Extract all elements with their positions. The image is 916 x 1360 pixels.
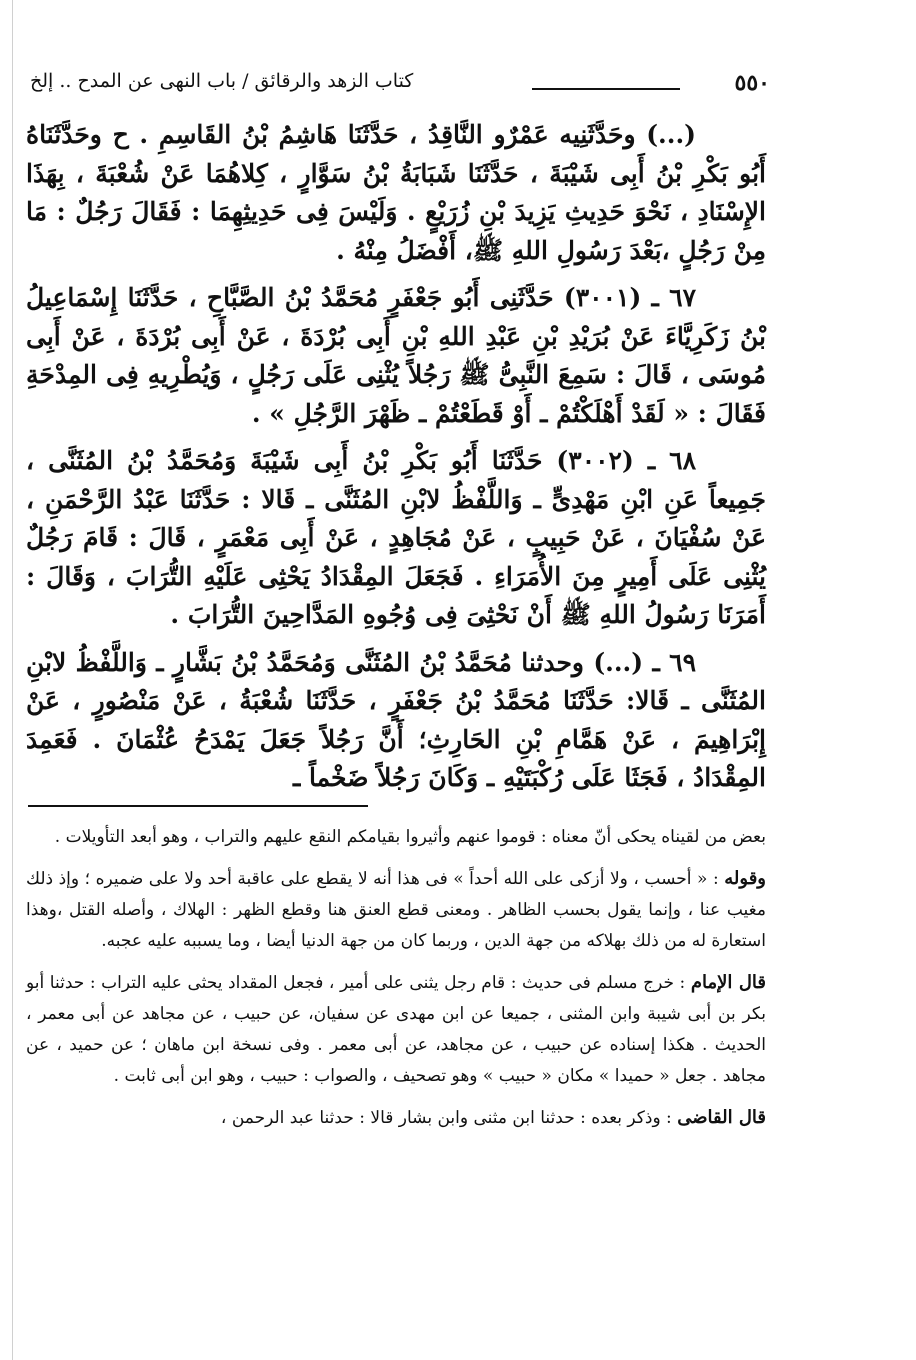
- commentary-body: : وذكر بعده : حدثنا ابن مثنى وابن بشار قالا : حدثنا عبد الرحمن ،: [220, 1108, 678, 1128]
- hadith-paragraph: ٦٨ ـ (٣٠٠٢) حَدَّثَنَا أَبُو بَكْرِ بْنُ أَبِى شَيْبَةَ وَمُحَمَّدُ بْنُ المُثَنَّى ، جَمِيعاً عَنِ ابْنِ مَهْدِىٍّ ـ وَاللَّفْظُ لابْنِ المُثَنَّى ـ قَالا : حَدَّثَنَا عَبْدُ الرَّحْمَنِ ، عَنْ سُفْيَانَ ، عَنْ حَبِيبٍ ، عَنْ مُجَاهِدٍ ، عَنْ أَبِى مَعْمَرٍ ، قَالَ : قَامَ رَجُلٌ يُثْنِى عَلَى أَمِيرٍ مِنَ الأُمَرَاءِ . فَجَعَلَ المِقْدَادُ يَحْثِى عَلَيْهِ التُّرَابَ ، وَقَالَ : أَمَرَنَا رَسُولُ اللهِ ﷺ أَنْ نَحْثِىَ فِى وُجُوهِ المَدَّاحِينَ التُّرَابَ .: [26, 446, 766, 629]
- commentary-lead: قال الإمام: [690, 972, 766, 993]
- running-title: كتاب الزهد والرقائق / باب النهى عن المدح .. إلخ: [30, 70, 414, 92]
- footnote-separator: [28, 805, 368, 807]
- commentary-paragraph: [26, 863, 766, 957]
- commentary-body: : خرج مسلم فى حديث : قام رجل يثنى على أمير ، فجعل المقداد يحثى عليه التراب : حدثنا أبو بكر بن أبى شيبة وابن المثنى ، جميعا عن ابن مهدى عن سفيان، عن حبيب ، عن مجاهد عن أبى معمر ، الحديث . هكذا إسناده عن حبيب ، عن مجاهد، عن أبى معمر . وفى نسخة ابن ماهان ؛ عن حميد ، عن مجاهد . جعل « حميدا » مكان « حبيب » وهو تصحيف ، والصواب : حبيب ، وهو ابن أبى ثابت .: [26, 973, 766, 1086]
- hadith-text: [26, 116, 766, 807]
- commentary-paragraph: بعض من لقيناه يحكى أنّ معناه : قوموا عنهم وأثيروا بقيامكم النقع عليهم والتراب ، وهو أبعد التأويلات .: [54, 827, 766, 847]
- commentary-notes: [26, 822, 766, 1144]
- page-edge-line: [12, 0, 13, 1360]
- commentary-paragraph: [26, 1102, 766, 1134]
- hadith-paragraph: (...) وحَدَّثَنِيه عَمْرٌو النَّاقِدُ ، حَدَّثَنَا هَاشِمُ بْنُ القَاسِمِ . ح وحَدَّثَنَاهُ أَبُو بَكْرِ بْنُ أَبِى شَيْبَةَ ، حَدَّثَنَا شَبَابَةُ بْنُ سَوَّارٍ ، كِلاهُمَا عَنْ شُعْبَةَ ، بِهَذَا الإِسْنَادِ ، نَحْوَ حَدِيثِ يَزِيدَ بْنِ زُرَيْعٍ . وَلَيْسَ فِى حَدِيثِهِمَا : فَقَالَ رَجُلٌ : مَا مِنْ رَجُلٍ ،بَعْدَ رَسُولِ اللهِ ﷺ، أَفْضَلُ مِنْهُ .: [26, 120, 766, 265]
- commentary-paragraph: [26, 967, 766, 1092]
- running-header: [30, 64, 770, 100]
- commentary-lead: وقوله: [724, 868, 766, 889]
- commentary-lead: قال القاضى: [677, 1107, 766, 1128]
- hadith-paragraph: ٦٧ ـ (٣٠٠١) حَدَّثَنِى أَبُو جَعْفَرٍ مُحَمَّدُ بْنُ الصَّبَّاحِ ، حَدَّثَنَا إِسْمَاعِيلُ بْنُ زَكَرِيَّاءَ عَنْ بُرَيْدِ بْنِ عَبْدِ اللهِ بْنِ أَبِى بُرْدَةَ ، عَنْ أَبِى بُرْدَةَ ، عَنْ أَبِى مُوسَى ، قَالَ : سَمِعَ النَّبِىُّ ﷺ رَجُلاً يُثْنِى عَلَى رَجُلٍ ، وَيُطْرِيهِ فِى المِدْحَةِ فَقَالَ : « لَقَدْ أَهْلَكْتُمْ ـ أَوْ قَطَعْتُمْ ـ ظَهْرَ الرَّجُلِ » .: [26, 283, 766, 428]
- commentary-body: : « أحسب ، ولا أزكى على الله أحداً » فى هذا أنه لا يقطع على عاقبة أحد ولا على ضميره ؛ وإذ ذلك مغيب عنا ، وإنما يقول بحسب الظاهر . ومعنى قطع العنق هنا وقطع الظهر : الهلاك ، وأصله القتل ،وهذا استعارة له من ذلك بهلاكه من جهة الدين ، وربما كان من جهة الدنيا أيضا ، وما يسببه عليه عجبه.: [26, 869, 766, 951]
- hadith-paragraph: ٦٩ ـ (...) وحدثنا مُحَمَّدُ بْنُ المُثَنَّى وَمُحَمَّدُ بْنُ بَشَّارٍ ـ وَاللَّفْظُ لابْنِ المُثَنَّى ـ قَالا: حَدَّثَنَا مُحَمَّدُ بْنُ جَعْفَرٍ ، حَدَّثَنَا شُعْبَةُ ، عَنْ مَنْصُورٍ ، عَنْ إِبْرَاهِيمَ ، عَنْ هَمَّامِ بْنِ الحَارِثِ؛ أَنَّ رَجُلاً جَعَلَ يَمْدَحُ عُثْمَانَ . فَعَمِدَ المِقْدَادُ ، فَجَثَا عَلَى رُكْبَتَيْهِ ـ وَكَانَ رَجُلاً ضَخْماً ـ: [26, 647, 766, 792]
- header-rule: [532, 88, 680, 90]
- page-number: ٥٥٠: [734, 70, 770, 96]
